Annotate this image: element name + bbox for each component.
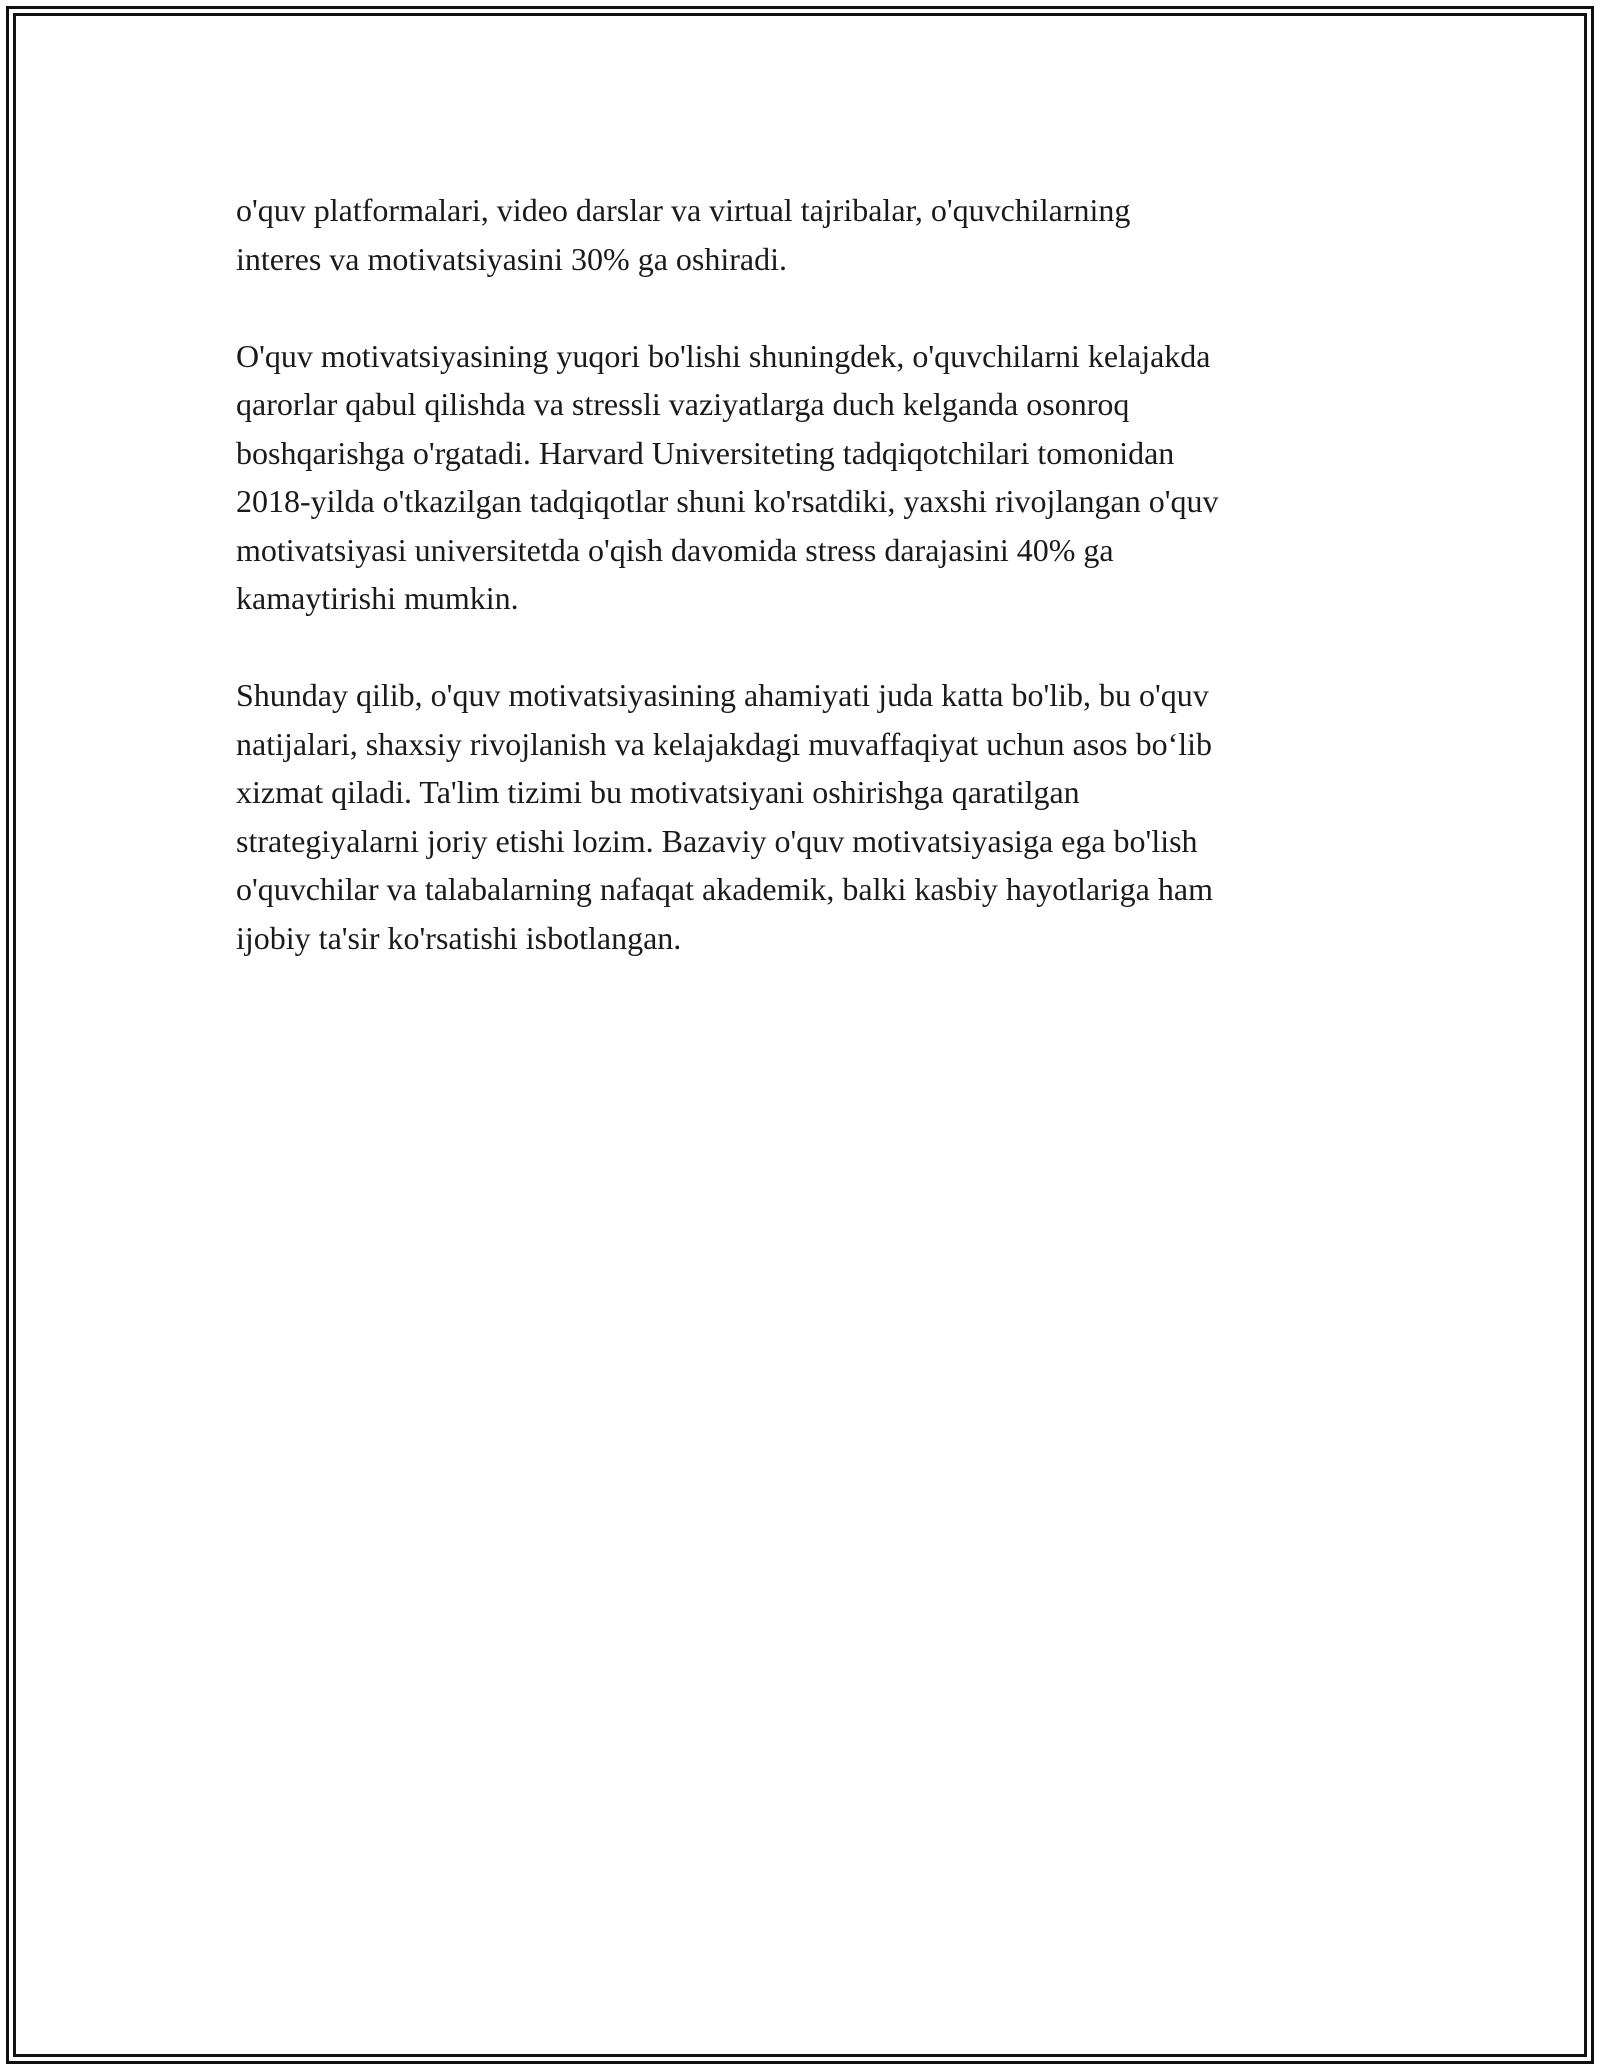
text-line: o'quv platformalari, video darslar va virtual tajribalar, o'quvchilarning (236, 192, 1131, 228)
text-line: kamaytirishi mumkin. (236, 580, 519, 616)
text-line: qarorlar qabul qilishda va stressli vaziyatlarga duch kelganda osonroq (236, 386, 1130, 422)
text-line: O'quv motivatsiyasining yuqori bo'lishi shuningdek, o'quvchilarni kelajakda (236, 337, 1211, 374)
text-line: ijobiy ta'sir ko'rsatishi isbotlangan. (236, 919, 682, 956)
text-line: boshqarishga o'rgatadi. Harvard Universiteting tadqiqotchilari tomonidan (236, 434, 1175, 471)
text-line: natijalari, shaxsiy rivojlanish va kelajakdagi muvaffaqiyat uchun asos bo‘lib (236, 725, 1213, 762)
text-line: xizmat qiladi. Ta'lim tizimi bu motivatsiyani oshirishga qaratilgan (236, 774, 1080, 810)
text-line: interes va motivatsiyasini 30% ga oshiradi. (236, 240, 787, 277)
paragraph-3 (236, 671, 1376, 962)
text-line: Shunday qilib, o'quv motivatsiyasining ahamiyati juda katta bo'lib, bu o'quv (236, 677, 1209, 713)
paragraph-2 (236, 332, 1376, 623)
text-line: motivatsiyasi universitetda o'qish davomida stress darajasini 40% ga (236, 531, 1114, 568)
document-body (236, 186, 1376, 1011)
text-line: 2018-yilda o'tkazilgan tadqiqotlar shuni ko'rsatdiki, yaxshi rivojlangan o'quv (236, 483, 1219, 519)
text-line: o'quvchilar va talabalarning nafaqat akademik, balki kasbiy hayotlariga ham (236, 871, 1213, 907)
text-line: strategiyalarni joriy etishi lozim. Bazaviy o'quv motivatsiyasiga ega bo'lish (236, 822, 1198, 859)
paragraph-1 (236, 186, 1376, 283)
